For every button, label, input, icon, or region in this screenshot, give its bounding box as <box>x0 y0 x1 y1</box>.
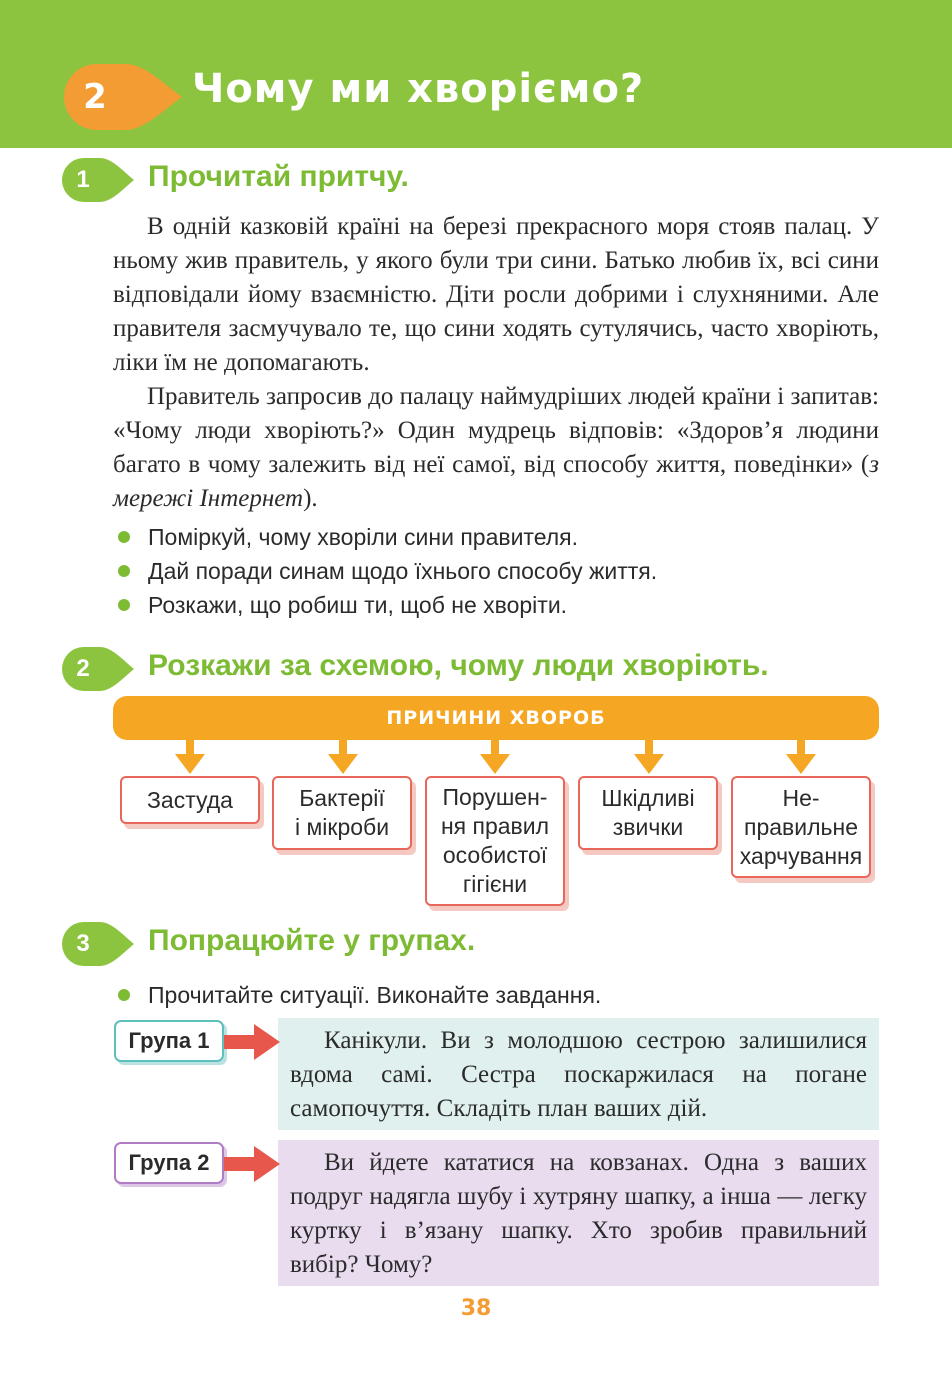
task-title-3: Попрацюйте у групах. <box>148 924 476 957</box>
cause-box-bacteria: Бактерії і мікроби <box>272 776 412 850</box>
bullet-dot <box>118 531 130 543</box>
cause-box-nutrition: Не- правильне харчування <box>731 776 871 878</box>
list-item <box>112 554 657 588</box>
parable-source: з мережі Інтернет <box>113 451 879 512</box>
parable-text-2: Правитель запросив до палацу наймудріших людей країни і запитав: «Чому люди хворіють?» Один мудрець відповів: «Здоров’я людини багато в чому залежить від неї самої, від способу життя, поведінки» ( <box>113 383 879 478</box>
cause-box-bad-habits: Шкідливі звички <box>578 776 718 850</box>
task1-bullet-list <box>112 520 657 622</box>
arrow-down-icon <box>173 738 207 774</box>
list-item <box>112 588 657 622</box>
parable-text-end: ). <box>303 485 318 512</box>
task-title-2: Розкажи за схемою, чому люди хворіють. <box>148 649 769 682</box>
group-label-2: Група 2 <box>114 1142 224 1184</box>
situation-box-group-1 <box>278 1018 879 1130</box>
arrow-down-icon <box>326 738 360 774</box>
arrow-down-icon <box>784 738 818 774</box>
task-number-2: 2 <box>76 655 90 682</box>
situation-box-group-2 <box>278 1140 879 1286</box>
arrow-right-icon <box>224 1144 280 1184</box>
page-number: 38 <box>460 1296 492 1321</box>
cause-box-hygiene: Порушен- ня правил особистої гігієни <box>425 776 565 906</box>
situation-text-2: Ви йдете кататися на ковзанах. Одна з ваших подруг надягла шубу і хутряну шапку, а інша — легку куртку і в’язану шапку. Хто зробив правильний вибір? Чому? <box>290 1149 867 1278</box>
scheme-title: ПРИЧИНИ ХВОРОБ <box>113 696 879 740</box>
arrow-down-icon <box>632 738 666 774</box>
bullet-dot <box>118 989 130 1001</box>
bullet-dot <box>118 599 130 611</box>
cause-box-cold: Застуда <box>120 776 260 824</box>
lesson-title: Чому ми хворіємо? <box>192 66 645 112</box>
arrow-right-icon <box>224 1022 280 1062</box>
parable-text-1: В одній казковій країні на березі прекрасного моря стояв палац. У ньому жив правитель, у якого були три сини. Батько любив їх, всі сини відповідали йому взаємністю. Діти росли добрими і слухняними. Але правителя засмучувало те, що сини ходять сутулячись, часто хворіють, ліки їм не допомагають. <box>113 213 879 376</box>
parable-paragraph-1 <box>113 210 879 380</box>
task-number-1: 1 <box>76 166 90 193</box>
task-number-3: 3 <box>76 930 90 957</box>
task-title-1: Прочитай притчу. <box>148 160 409 193</box>
group-label-1: Група 1 <box>114 1020 224 1062</box>
bullet-text: Розкажи, що робиш ти, щоб не хворіти. <box>148 592 568 618</box>
lesson-header <box>0 0 952 148</box>
list-item <box>112 978 601 1012</box>
bullet-text: Дай поради синам щодо їхнього способу життя. <box>148 558 658 584</box>
lesson-number: 2 <box>83 77 107 117</box>
task3-bullet-list <box>112 978 601 1012</box>
situation-text-1: Канікули. Ви з молодшою сестрою залишилися вдома самі. Сестра поскаржилася на погане самопочуття. Складіть план ваших дій. <box>290 1027 867 1122</box>
parable-paragraph-2 <box>113 380 879 516</box>
bullet-text: Поміркуй, чому хворіли сини правителя. <box>148 524 578 550</box>
bullet-dot <box>118 565 130 577</box>
arrow-down-icon <box>478 738 512 774</box>
list-item <box>112 520 657 554</box>
bullet-text: Прочитайте ситуації. Виконайте завдання. <box>148 982 602 1008</box>
